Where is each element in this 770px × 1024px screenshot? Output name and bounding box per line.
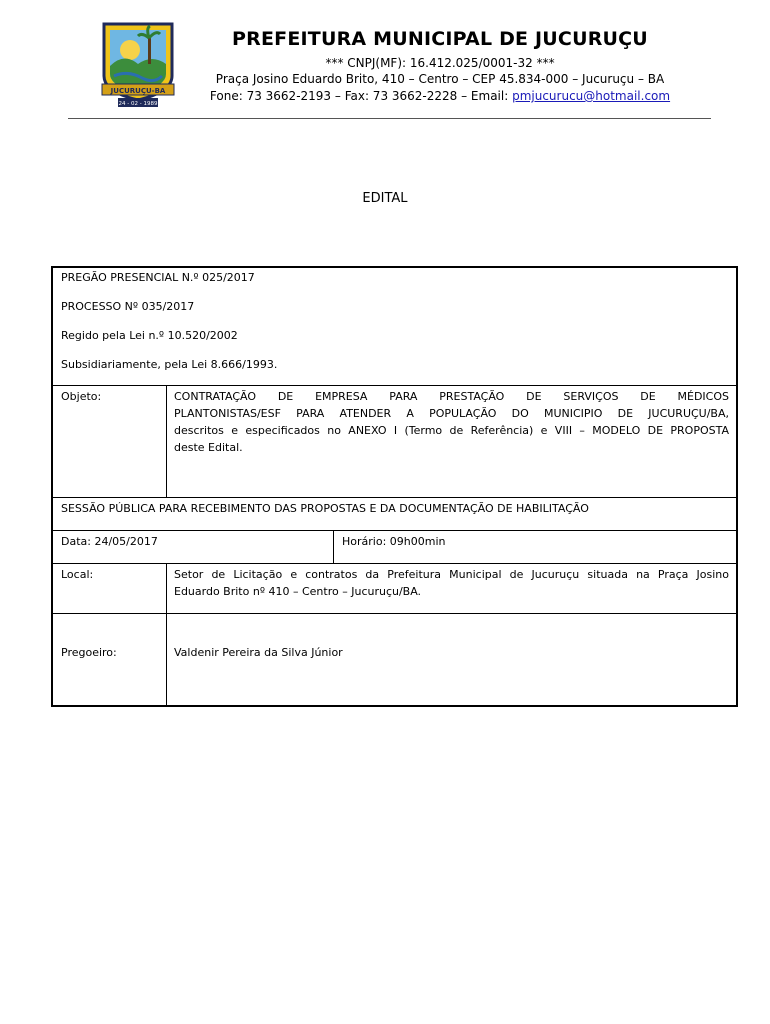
- processo-number: PROCESSO Nº 035/2017: [61, 300, 195, 313]
- address-line: Praça Josino Eduardo Brito, 410 – Centro – CEP 45.834-000 – Jucuruçu – BA: [215, 72, 665, 86]
- pregoeiro-name: Valdenir Pereira da Silva Júnior: [174, 646, 343, 659]
- divider-data-vertical: [333, 530, 334, 563]
- contact-line: [180, 89, 700, 103]
- sessao-publica: SESSÃO PÚBLICA PARA RECEBIMENTO DAS PROPOSTAS E DA DOCUMENTAÇÃO DE HABILITAÇÃO: [61, 502, 589, 515]
- objeto-line: CONTRATAÇÃO DE EMPRESA PARA PRESTAÇÃO DE SERVIÇOS DE MÉDICOS: [174, 390, 729, 403]
- objeto-line: PLANTONISTAS/ESF PARA ATENDER A POPULAÇÃO DO MUNICIPIO DE JUCURUÇU/BA,: [174, 407, 729, 420]
- divider-data: [53, 530, 736, 531]
- divider-local-vertical: [166, 563, 167, 705]
- contact-phones: Fone: 73 3662-2193 – Fax: 73 3662-2228 – Email:: [209, 89, 513, 103]
- pregoeiro-label: Pregoeiro:: [61, 646, 117, 659]
- edital-info-box: [51, 266, 738, 707]
- municipal-logo: [98, 14, 178, 112]
- objeto-line: descritos e especificados no ANEXO I (Termo de Referência) e VIII – MODELO DE PROPOSTA: [174, 424, 729, 437]
- logo-banner-text: JUCURUÇU-BA: [110, 87, 166, 95]
- divider-objeto-vertical: [166, 385, 167, 497]
- email-link[interactable]: pmjucurucu@hotmail.com: [512, 89, 671, 103]
- objeto-line: deste Edital.: [174, 441, 243, 454]
- cnpj-line: *** CNPJ(MF): 16.412.025/0001-32 ***: [325, 56, 555, 70]
- coat-of-arms-icon: [98, 14, 178, 112]
- local-line: Eduardo Brito nº 410 – Centro – Jucuruçu/BA.: [174, 585, 422, 598]
- divider-local: [53, 563, 736, 564]
- session-time: Horário: 09h00min: [342, 535, 446, 548]
- local-label: Local:: [61, 568, 94, 581]
- session-date: Data: 24/05/2017: [61, 535, 158, 548]
- document-title: EDITAL: [362, 191, 408, 206]
- local-line: Setor de Licitação e contratos da Prefeitura Municipal de Jucuruçu situada na Praça Josino: [174, 568, 729, 581]
- header-divider: [68, 118, 711, 119]
- regido-lei: Regido pela Lei n.º 10.520/2002: [61, 329, 238, 342]
- divider-sessao: [53, 497, 736, 498]
- objeto-label: Objeto:: [61, 390, 102, 403]
- divider-objeto: [53, 385, 736, 386]
- divider-pregoeiro: [53, 613, 736, 614]
- subsidiariamente-lei: Subsidiariamente, pela Lei 8.666/1993.: [61, 358, 278, 371]
- logo-date-text: 24 - 02 - 1989: [118, 101, 158, 107]
- pregao-number: PREGÃO PRESENCIAL N.º 025/2017: [61, 271, 255, 284]
- municipality-title: PREFEITURA MUNICIPAL DE JUCURUÇU: [232, 28, 648, 50]
